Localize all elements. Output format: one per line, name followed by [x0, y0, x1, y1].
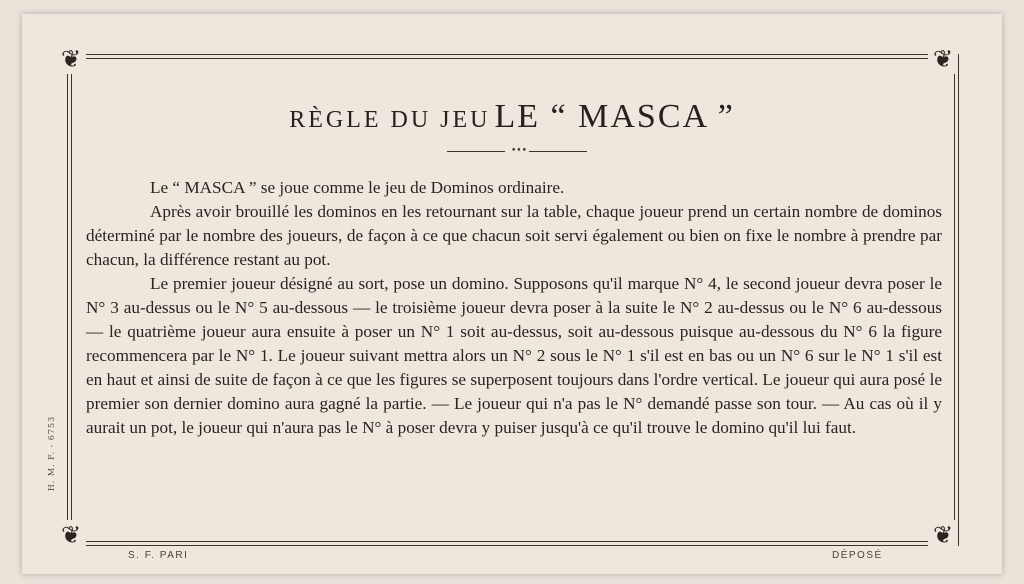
- side-print-mark: H. M. F. - 6753: [47, 415, 57, 492]
- title-prefix: RÈGLE DU JEU: [289, 107, 491, 133]
- divider-line-right: [529, 151, 587, 152]
- paragraph-3: Le premier joueur désigné au sort, pose un domino. Supposons qu'il marque N° 4, le second joueur devra poser le N° 3 au-dessus ou le N° 5 au-dessous — le troisième joueur devra poser à la suite le N° 2 au-dessus ou le N° 6 au-dessous — le quatrième joueur aura ensuite à poser un N° 1 soit au-dessus, soit au-dessous puisque au-dessous du N° 6 la figure recommencera par le N° 1. Le joueur suivant mettra alors un N° 2 sous le N° 1 s'il est en bas ou un N° 6 sur le N° 1 s'il est en haut et ainsi de suite de façon à ce que les figures se superposent toujours dans l'ordre vertical. Le joueur qui aura posé le premier son dernier domino aura gagné la partie. — Le joueur qui n'a pas le N° demandé passe son tour. — Au cas où il y aurait un pot, le joueur qui n'aura pas le N° à poser devra y puiser jusqu'à ce qu'il trouve le domino qu'il lui faut.: [86, 274, 942, 437]
- fleuron-bottom-left-icon: ❦: [56, 520, 86, 550]
- title-main: LE “ MASCA ”: [494, 98, 735, 135]
- document-sheet: [22, 14, 1002, 574]
- fleuron-top-left-icon: ❦: [56, 44, 86, 74]
- paragraph-1: Le “ MASCA ” se joue comme le jeu de Dominos ordinaire.: [150, 178, 565, 197]
- footer-printer: S. F. PARI: [128, 550, 189, 561]
- fleuron-top-right-icon: ❦: [928, 44, 958, 74]
- divider-line-left: [447, 151, 505, 152]
- footer-registered: DÉPOSÉ: [832, 550, 883, 561]
- rules-text: [86, 176, 942, 440]
- fleuron-bottom-right-icon: ❦: [928, 520, 958, 550]
- divider-ornament: [447, 147, 587, 155]
- paragraph-2: Après avoir brouillé les dominos en les retournant sur la table, chaque joueur prend un certain nombre de dominos déterminé par le nombre des joueurs, de façon à ce que chacun soit servi également ou bien on fixe le nombre à prendre par chacun, la différence restant au pot.: [86, 202, 942, 269]
- divider-center-icon: •••: [511, 146, 527, 156]
- page-title: [97, 98, 927, 136]
